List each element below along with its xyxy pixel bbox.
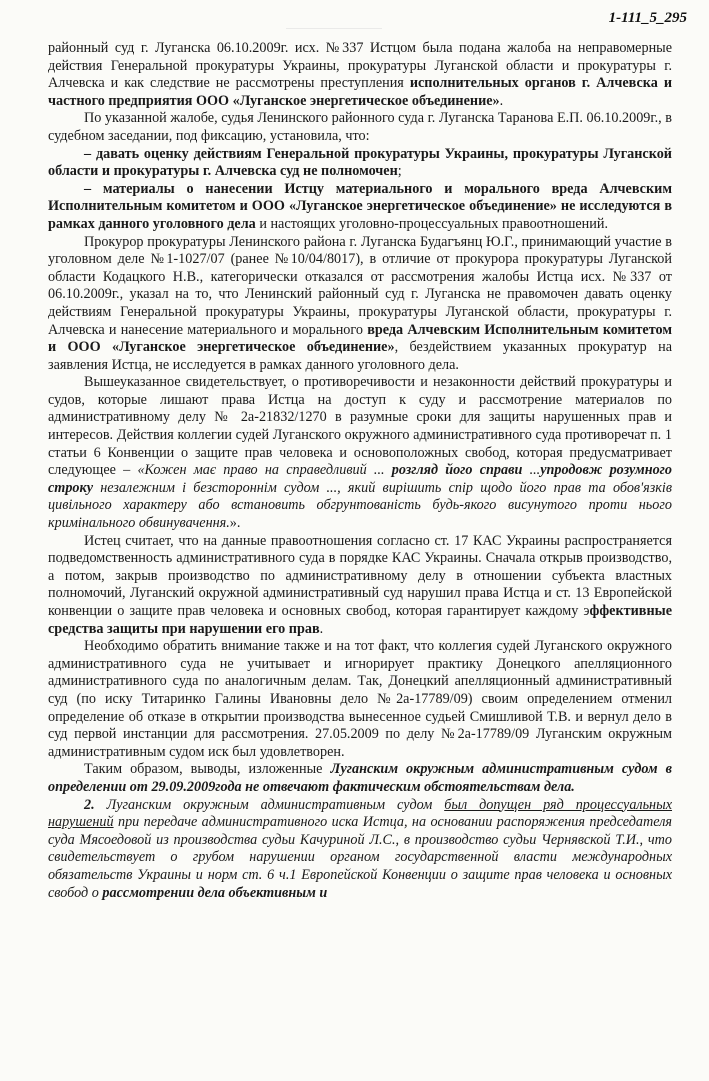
text: . [499,92,504,109]
text: , бездействием указанных прокуратур на заявления Истца, не исследуется в рамках данного уголовного дела. [48,339,672,373]
bold-text: вреда Алчевским Исполнительным комитетом и ООО «Луганское энергетическое объединение» [48,321,673,356]
paragraph-7 [48,533,672,639]
paragraph-3 [48,146,672,181]
italic-quote: незалежним і безстороннім судом ..., який вирішить спір щодо його прав та обов'язків цивільного характеру або встановить обгрунтованість будь-якого висунутого проти нього кримінального обвинувачення. [48,479,672,532]
bold-text: ффективные средства защиты при нарушении его прав [48,603,672,637]
paragraph-10 [48,797,672,903]
bold-italic-text: розгляд його справи [391,462,523,479]
italic-quote: ... [522,462,541,479]
paragraph-2 [48,110,672,145]
item-number: 2. [84,796,95,813]
paragraph-9 [48,761,672,796]
text: Вышеуказанное свидетельствует, о противоречивости и незаконности действий прокуратуры и судов, которые лишают права Истца на доступ к суду и рассмотрение материалов по административному делу № 2а-21832/1270 в разумные сроки для защиты нарушенных прав и интересов. Действия коллегии судей Луганского окружного административного суда противоречат п. 1 статьи 6 Конвенции о защите прав человека и основоположных свобод, которая предусматривает следующее – [48,374,672,479]
paragraph-8 [48,638,672,761]
paragraph-5 [48,234,672,375]
text: ». [229,515,241,532]
italic-text: при передаче административного иска Истца, на основании распоряжения председателя суда Мясоедовой из производства судьи Качуриной Л.С., в производство судьи Чернявской Т.И., что свидетельствует о грубом нарушении органом государственной власти международных обязательств Украины и норм ст. 6 ч.1 Европейской Конвенции о защите прав человека и основных свобод о [48,814,672,901]
italic-text: Луганским окружным административным судом [94,796,445,813]
bold-text: исполнительных органов г. Алчевска и частного предприятия ООО «Луганское энергетическое объединение» [48,75,672,109]
text: Таким образом, выводы, изложенные [84,761,331,778]
text: . [319,620,324,637]
italic-quote: «Кожен має право на справедливий ... [137,462,392,479]
paragraph-6 [48,374,672,532]
page-id: 1-111_5_295 [608,10,687,26]
bold-text: – материалы о нанесении Истцу материального и морального вреда Алчевским Исполнительным комитетом и ООО «Луганское энергетическое объединение» не исследуются в рамках данного уголовного дела [48,180,672,232]
underlined-text: был допущен ряд процессуальных нарушений [48,796,673,831]
text: и настоящих уголовно-процессуальных правоотношений. [255,215,608,232]
text: Истец считает, что на данные правоотношения согласно ст. 17 КАС Украины распространяется подведомственность административного суда в порядке КАС Украины. Сначала открыв производство, а потом, закрыв производство по административному делу в отношении субъекта властных полномочий, Луганский окружной административный суд нарушил права Истца и ст. 13 Европейской конвенции о защите прав человека и основных свобод, которая гарантирует каждому э [48,532,672,619]
text: ; [397,163,402,180]
paragraph-1 [48,40,672,110]
faint-stamp-mark [286,12,382,29]
text: районный суд г. Луганска 06.10.2009г. исх. №337 Истцом была подана жалоба на неправомерные действия Генеральной прокуратуры Украины, прокуратуры Луганской области и прокуратуры г. Алчевска и как следствие не рассмотрены преступления [48,40,672,92]
text: Необходимо обратить внимание также и на тот факт, что коллегия судей Луганского окружного административного суда не учитывает и игнорирует практику Донецкого апелляционного административного суда по аналогичным делам. Так, Донецкий апелляционный административный суд (по иску Титаринко Галины Ивановны дело №2а-17789/09) своим определением отменил определение об отказе в открытии производства вынесенное судьей Смишливой Т.В. и вернул дело в суд первой инстанции для рассмотрения. 27.05.2009 по делу №2а-17789/09 Луганским окружным административным судом иск был удовлетворен. [48,638,672,760]
bold-italic-text: рассмотрении дела объективным и [102,884,328,901]
text: По указанной жалобе, судья Ленинского районного суда г. Луганска Таранова Е.П. 06.10.2009г., в судебном заседании, под фиксацию, установила, что: [48,110,672,144]
text: Прокурор прокуратуры Ленинского района г. Луганска Будагъянц Ю.Г., принимающий участие в уголовном деле №1-1027/07 (ранее №10/04/8017), в отличие от прокурора прокуратуры Луганской области Кодацкого Н.В., категорически отказался от рассмотрения жалобы Истца исх. №337 от 06.10.2009г., указал на то, что Ленинский районный суд г. Луганска не правомочен давать оценку действиям Генеральной прокуратуры Украины, прокуратуры Луганской области, прокуратуры г. Алчевска и нанесение материального и морального [48,233,672,338]
bold-italic-text: упродовж розумного строку [48,462,672,496]
bold-text: – давать оценку действиям Генеральной прокуратуры Украины, прокуратуры Луганской области и прокуратуры г. Алчевска суд не полномочен [48,145,672,180]
bold-italic-text: Луганским окружным административным судом в определении от 29.09.2009года не отвечают фактическим обстоятельствам дела. [48,761,672,795]
paragraph-4 [48,181,672,234]
document-body [48,40,672,902]
